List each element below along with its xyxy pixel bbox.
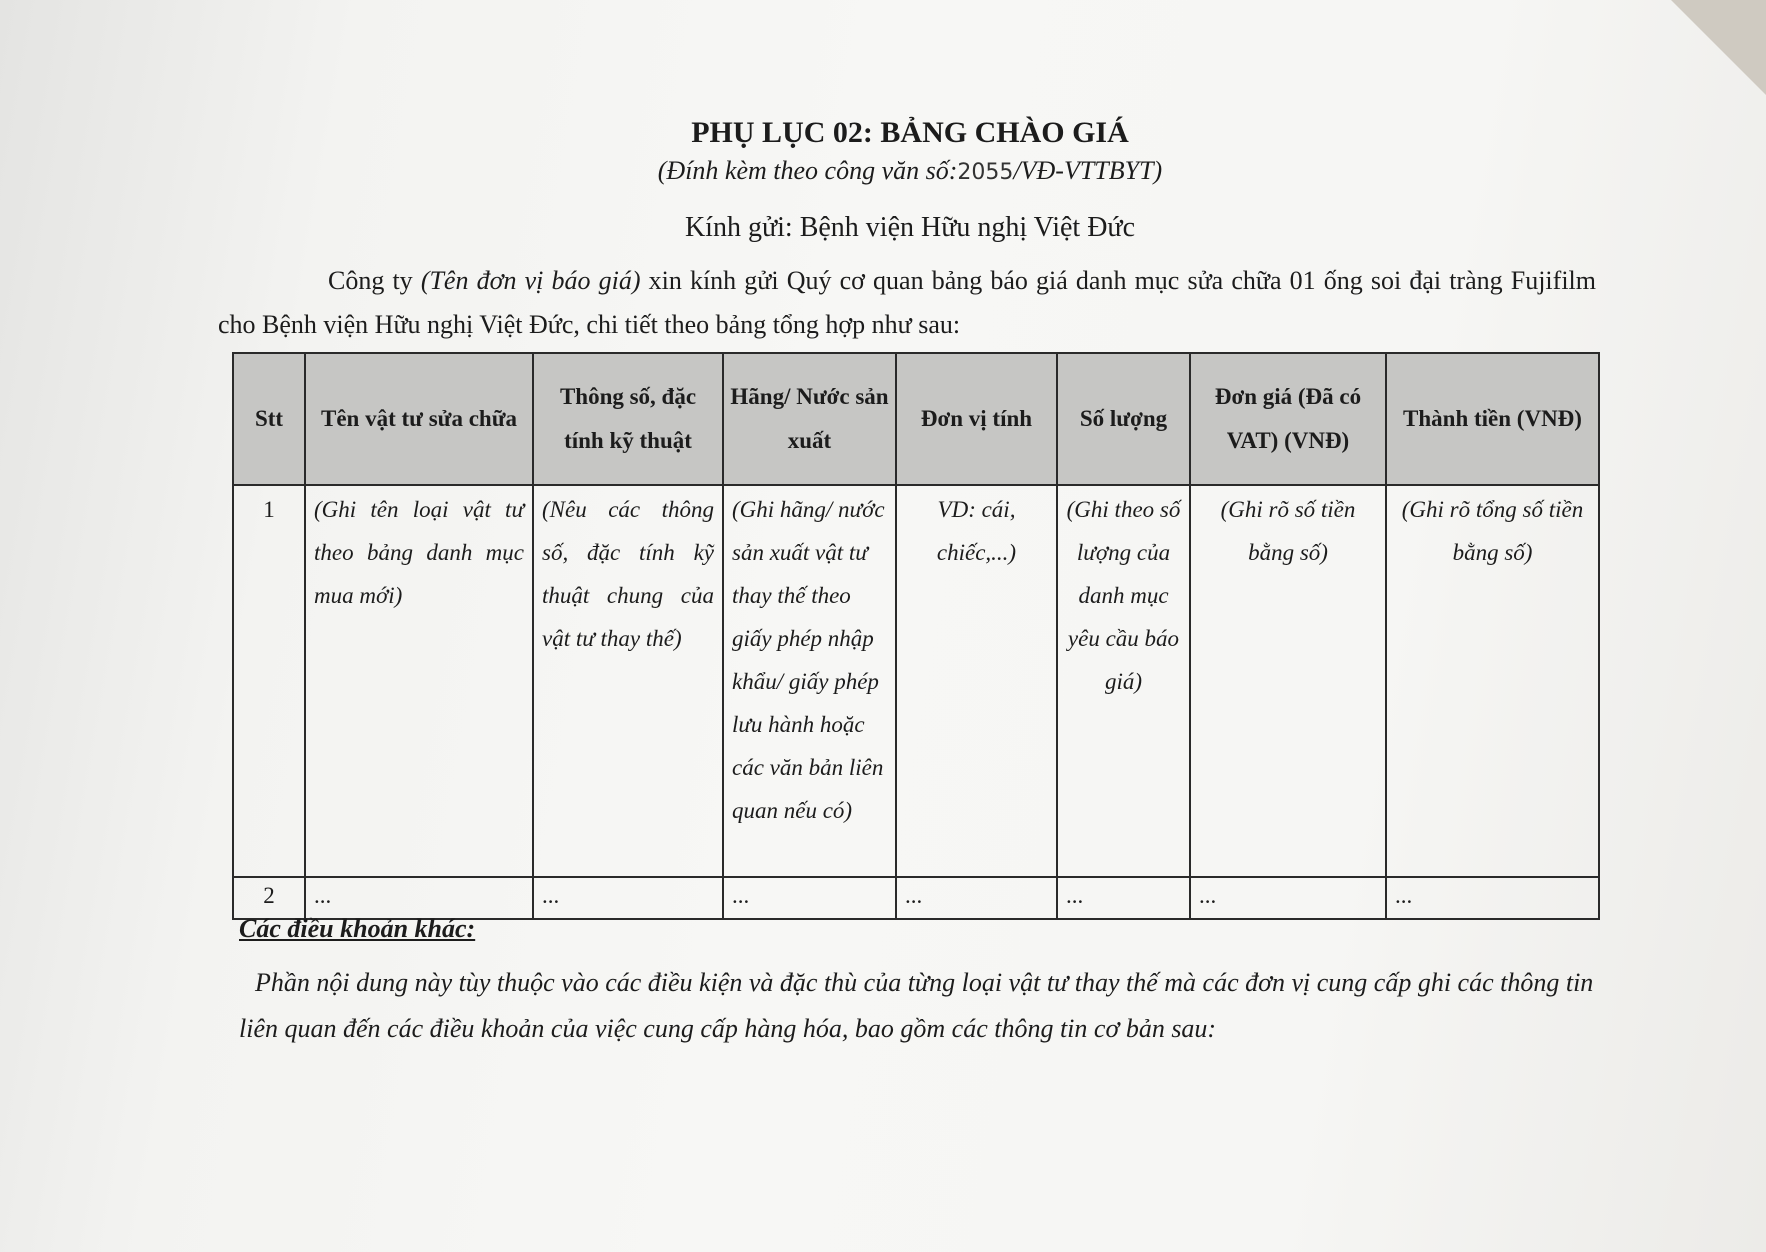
intro-company: Công ty [328,266,421,295]
header-stt: Stt [233,353,305,485]
cell-item-name: (Ghi tên loại vật tư theo bảng danh mục mua mới) [305,485,533,877]
header-unit-price: Đơn giá (Đã có VAT) (VNĐ) [1190,353,1386,485]
cell-quantity: ... [1057,877,1190,919]
handwritten-doc-number: 2055 [957,160,1014,185]
quotation-table [232,352,1600,920]
terms-heading: Các điều khoản khác: [239,914,476,943]
table-row [233,877,1599,919]
cell-stt: 1 [233,485,305,877]
subtitle-suffix: /VĐ-VTTBYT) [1013,156,1163,185]
cell-unit: VD: cái, chiếc,...) [896,485,1057,877]
cell-specs: (Nêu các thông số, đặc tính kỹ thuật chung của vật tư thay thế) [533,485,723,877]
document-subtitle [0,156,1766,186]
header-total: Thành tiền (VNĐ) [1386,353,1599,485]
cell-item-name: ... [305,877,533,919]
header-quantity: Số lượng [1057,353,1190,485]
cell-total: (Ghi rõ tổng số tiền bằng số) [1386,485,1599,877]
cell-stt: 2 [233,877,305,919]
cell-unit: ... [896,877,1057,919]
intro-paragraph [218,259,1596,347]
intro-placeholder: (Tên đơn vị báo giá) [420,266,641,295]
cell-quantity: (Ghi theo số lượng của danh mục yêu cầu báo giá) [1057,485,1190,877]
table-header-row [233,353,1599,485]
cell-unit-price: (Ghi rõ số tiền bằng số) [1190,485,1386,877]
table-row [233,485,1599,877]
recipient-line: Kính gửi: Bệnh viện Hữu nghị Việt Đức [684,212,1136,243]
cell-unit-price: ... [1190,877,1386,919]
intro-text: xin kính gửi Quý cơ quan bảng báo giá danh mục sửa chữa 01 ống soi đại tràng Fujifilm cho Bệnh viện Hữu nghị Việt Đức, chi tiết theo bảng tổng hợp như sau: [218,266,1596,339]
terms-body [239,960,1634,1052]
header-item-name: Tên vật tư sửa chữa [305,353,533,485]
terms-text: Phần nội dung này tùy thuộc vào các điều kiện và đặc thù của từng loại vật tư thay thế mà các đơn vị cung cấp ghi các thông tin liên quan đến các điều khoản của việc cung cấp hàng hóa, bao gồm các thông tin cơ bản sau: [239,968,1594,1043]
folded-corner [1671,0,1766,95]
header-manufacturer: Hãng/ Nước sản xuất [723,353,896,485]
header-specs: Thông số, đặc tính kỹ thuật [533,353,723,485]
cell-total: ... [1386,877,1599,919]
cell-manufacturer: (Ghi hãng/ nước sản xuất vật tư thay thế theo giấy phép nhập khẩu/ giấy phép lưu hành hoặc các văn bản liên quan nếu có) [723,485,896,877]
header-unit: Đơn vị tính [896,353,1057,485]
cell-specs: ... [533,877,723,919]
subtitle-prefix: (Đính kèm theo công văn số: [657,156,958,185]
document-title: PHỤ LỤC 02: BẢNG CHÀO GIÁ [691,116,1129,149]
cell-manufacturer: ... [723,877,896,919]
